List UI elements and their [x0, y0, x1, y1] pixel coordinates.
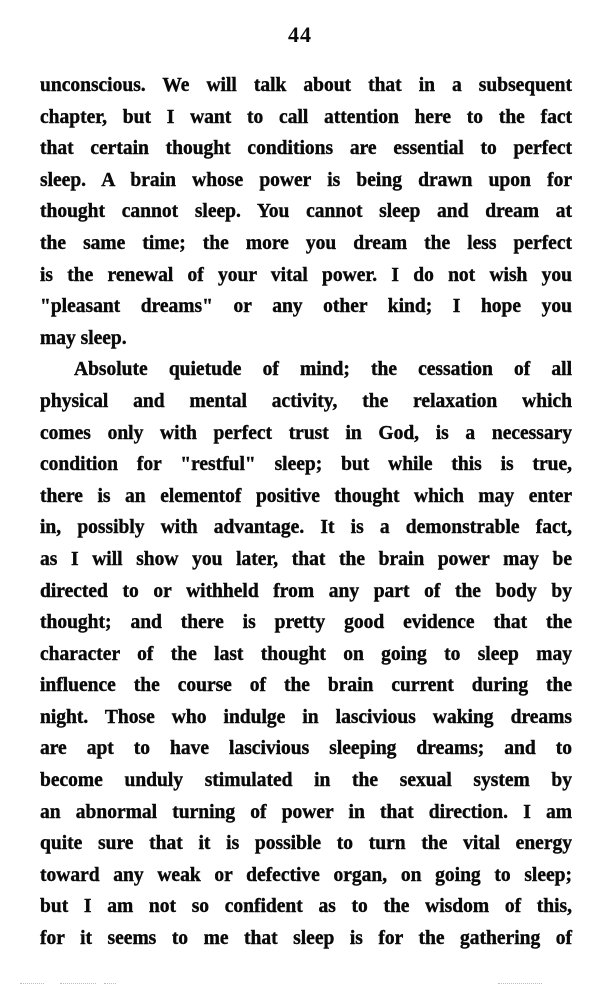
text-line: thought; and there is pretty good evidence that the [40, 612, 572, 634]
scan-speck [498, 983, 542, 985]
text-line: in, possibly with advantage. It is a demonstrable fact, [40, 517, 572, 539]
text-line: become unduly stimulated in the sexual system by [40, 770, 572, 792]
text-line: physical and mental activity, the relaxation which [40, 390, 572, 412]
text-line: an abnormal turning of power in that direction. I am [40, 801, 572, 823]
body-text [40, 70, 572, 955]
text-line: as I will show you later, that the brain power may be [40, 548, 572, 570]
text-line: chapter, but I want to call attention here to the fact [40, 106, 572, 128]
text-line: for it seems to me that sleep is for the gathering of [40, 928, 572, 950]
text-line: is the renewal of your vital power. I do not wish you [40, 264, 572, 286]
scan-artifact-dots [0, 978, 600, 990]
text-line: "pleasant dreams" or any other kind; I hope you [40, 296, 572, 318]
scan-speck [20, 983, 44, 985]
text-line: condition for "restful" sleep; but while this is true, [40, 454, 572, 476]
text-line: influence the course of the brain current during the [40, 675, 572, 697]
text-line: toward any weak or defective organ, on going to sleep; [40, 864, 572, 886]
text-line: thought cannot sleep. You cannot sleep and dream at [40, 201, 572, 223]
text-line: the same time; the more you dream the less perfect [40, 232, 572, 254]
text-line: that certain thought conditions are essential to perfect [40, 138, 572, 160]
text-line: sleep. A brain whose power is being drawn upon for [40, 169, 572, 191]
text-line: directed to or withheld from any part of the body by [40, 580, 572, 602]
text-line: Absolute quietude of mind; the cessation of all [74, 359, 572, 381]
scan-speck [60, 983, 96, 985]
page-number: 44 [288, 22, 312, 47]
text-line: but I am not so confident as to the wisdom of this, [40, 896, 572, 918]
text-line: there is an elementof positive thought which may enter [40, 485, 572, 507]
text-line: unconscious. We will talk about that in a subsequent [40, 75, 572, 96]
text-line: may sleep. [40, 327, 127, 349]
text-line: night. Those who indulge in lascivious waking dreams [40, 706, 572, 728]
text-line: character of the last thought on going to sleep may [40, 643, 572, 665]
text-line: comes only with perfect trust in God, is a necessary [40, 422, 572, 444]
text-line: are apt to have lascivious sleeping dreams; and to [40, 738, 572, 760]
scan-speck [104, 983, 116, 985]
paragraph-2 [40, 354, 572, 954]
paragraph-1 [40, 70, 572, 354]
text-line: quite sure that it is possible to turn the vital energy [40, 833, 572, 855]
